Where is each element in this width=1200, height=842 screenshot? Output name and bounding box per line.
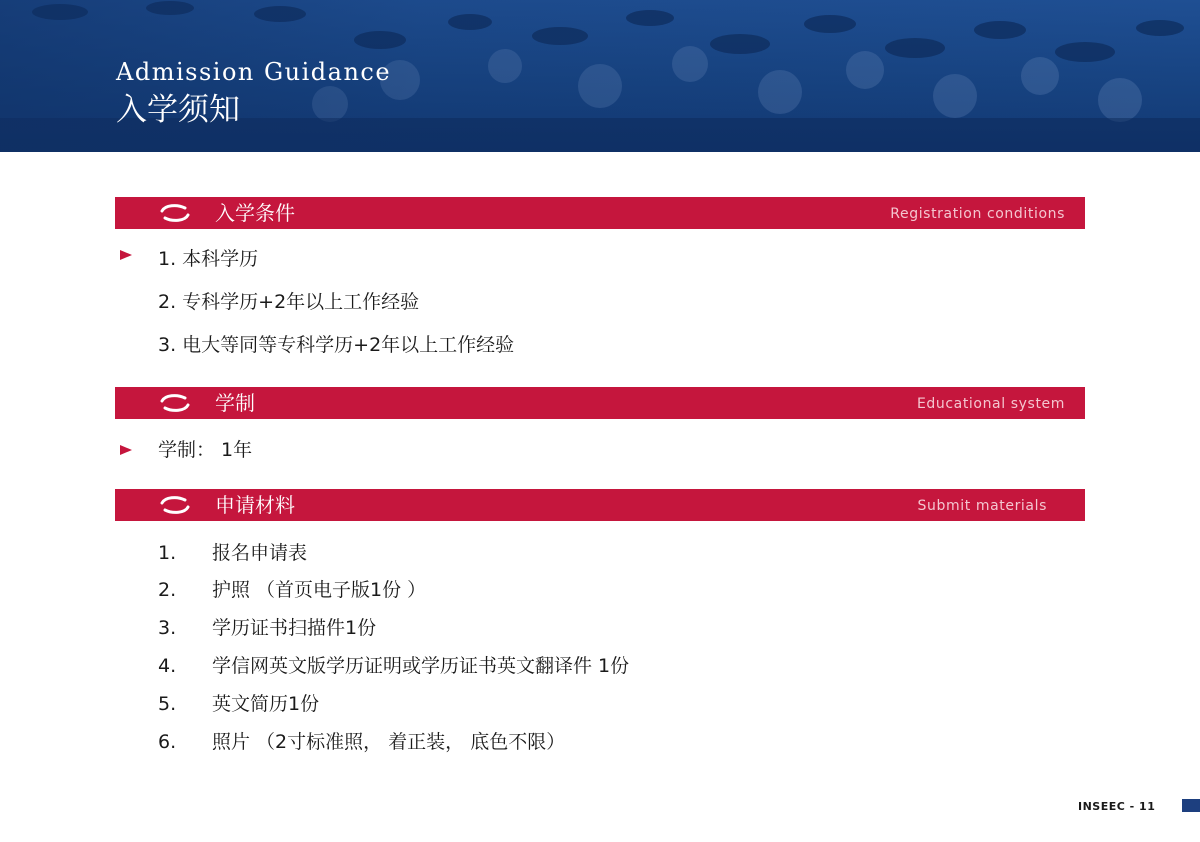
section-title-cn: 学制 xyxy=(215,391,255,415)
section-title-en: Submit materials xyxy=(917,498,1047,514)
swirl-icon xyxy=(159,496,191,514)
list-item: 1. 本科学历 xyxy=(158,248,259,270)
swirl-icon xyxy=(159,204,191,222)
page-footer-label: INSEEC - 11 xyxy=(1078,800,1156,813)
list-item-number: 2. xyxy=(158,579,177,601)
header-banner xyxy=(0,0,1200,152)
page-title-english: Admission Guidance xyxy=(116,58,392,86)
section-title-cn: 入学条件 xyxy=(215,201,295,225)
section-title-en: Educational system xyxy=(916,396,1065,412)
section-header-registration xyxy=(115,197,1085,229)
section-header-system xyxy=(115,387,1085,419)
list-item-number: 1. xyxy=(158,542,177,564)
list-item-number: 5. xyxy=(158,693,177,715)
list-item: 护照 （首页电子版1份 ） xyxy=(212,579,427,601)
list-item: 学信网英文版学历证明或学历证书英文翻译件 1份 xyxy=(212,655,630,677)
section-title-cn: 申请材料 xyxy=(215,493,295,517)
section-header-materials xyxy=(115,489,1085,521)
list-item: 3. 电大等同等专科学历+2年以上工作经验 xyxy=(158,334,515,356)
list-item: 2. 专科学历+2年以上工作经验 xyxy=(158,291,420,313)
list-item-number: 6. xyxy=(158,731,177,753)
footer-accent-block xyxy=(1182,799,1200,812)
list-item: 英文简历1份 xyxy=(212,693,320,715)
bullet-arrow-icon xyxy=(120,445,132,455)
section-title-en: Registration conditions xyxy=(890,206,1065,222)
bullet-arrow-icon xyxy=(120,250,132,260)
page-title-chinese: 入学须知 xyxy=(116,92,240,128)
list-item: 照片 （2寸标准照， 着正装， 底色不限） xyxy=(212,731,566,753)
list-item-number: 3. xyxy=(158,617,177,639)
list-item: 学制： 1年 xyxy=(158,439,253,461)
list-item: 学历证书扫描件1份 xyxy=(212,617,377,639)
swirl-icon xyxy=(159,394,191,412)
list-item-number: 4. xyxy=(158,655,177,677)
list-item: 报名申请表 xyxy=(212,542,308,564)
